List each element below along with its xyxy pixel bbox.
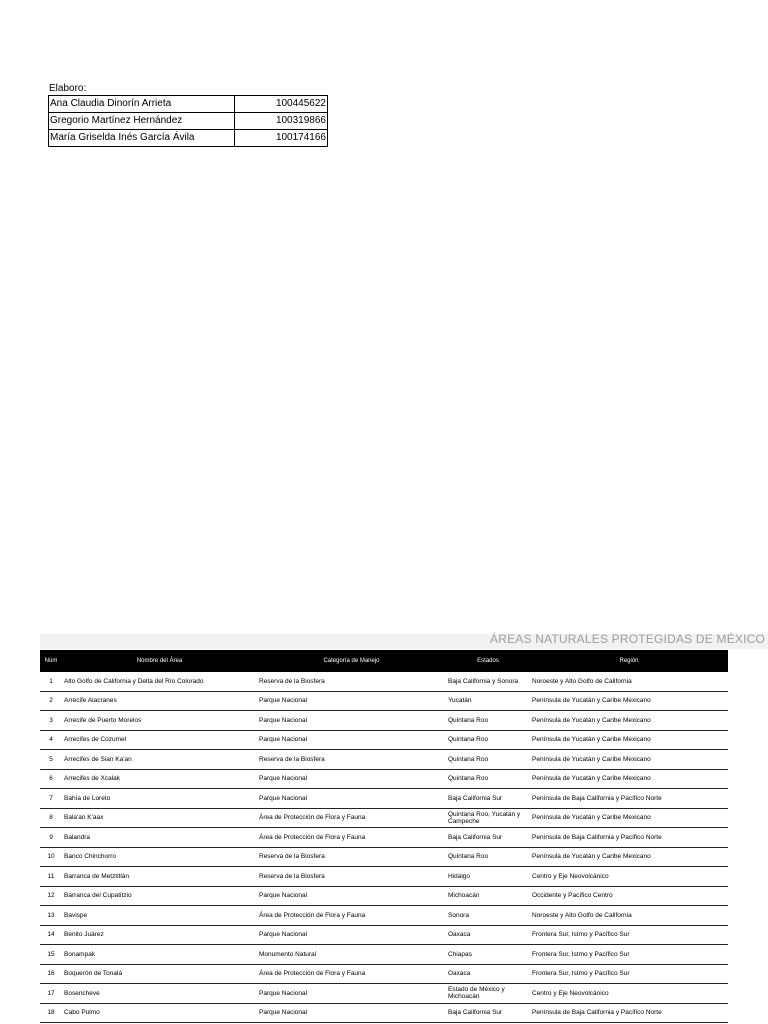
cell-states: Quintana Roo, Yucatán y Campeche — [446, 808, 530, 828]
cell-area-name: Arrecifes de Cozumel — [62, 730, 257, 750]
cell-category: Parque Nacional — [257, 730, 446, 750]
cell-category: Parque Nacional — [257, 1003, 446, 1023]
header-category: Categoría de Manejo — [257, 650, 446, 672]
table-row — [40, 984, 728, 1004]
table-row — [40, 672, 728, 691]
cell-states: Quintana Roo — [446, 730, 530, 750]
cell-category: Reserva de la Biosfera — [257, 847, 446, 867]
cell-area-name: Arrecife de Puerto Morelos — [62, 711, 257, 731]
cell-category: Área de Protección de Flora y Fauna — [257, 964, 446, 984]
cell-category: Monumento Natural — [257, 945, 446, 965]
cell-states: Hidalgo — [446, 867, 530, 887]
cell-area-name: Benito Juárez — [62, 925, 257, 945]
cell-category: Parque Nacional — [257, 711, 446, 731]
cell-region: Península de Baja California y Pacífico Norte — [530, 828, 728, 848]
table-header-row — [40, 650, 728, 672]
cell-states: Quintana Roo — [446, 750, 530, 770]
cell-states: Quintana Roo — [446, 711, 530, 731]
table-row — [40, 1003, 728, 1023]
cell-states: Baja California Sur — [446, 828, 530, 848]
table-row — [40, 730, 728, 750]
table-row — [40, 925, 728, 945]
cell-num: 18 — [40, 1003, 62, 1023]
author-row — [49, 130, 328, 147]
author-name: Gregorio Martínez Hernández — [49, 113, 235, 130]
cell-num: 10 — [40, 847, 62, 867]
cell-area-name: Bahía de Loreto — [62, 789, 257, 809]
author-name: Ana Claudia Dinorín Arrieta — [49, 96, 235, 113]
table-row — [40, 711, 728, 731]
cell-states: Baja California Sur — [446, 789, 530, 809]
cell-category: Reserva de la Biosfera — [257, 672, 446, 691]
cell-num: 4 — [40, 730, 62, 750]
cell-region: Península de Yucatán y Caribe Mexicano — [530, 730, 728, 750]
cell-region: Noroeste y Alto Golfo de California — [530, 906, 728, 926]
table-row — [40, 906, 728, 926]
cell-region: Península de Yucatán y Caribe Mexicano — [530, 750, 728, 770]
cell-num: 9 — [40, 828, 62, 848]
cell-num: 3 — [40, 711, 62, 731]
cell-region: Frontera Sur, Istmo y Pacífico Sur — [530, 945, 728, 965]
elaboro-label: Elaboro: — [49, 83, 87, 94]
cell-area-name: Balandra — [62, 828, 257, 848]
cell-area-name: Arrecife Alacranes — [62, 691, 257, 711]
cell-category: Reserva de la Biosfera — [257, 750, 446, 770]
cell-region: Península de Yucatán y Caribe Mexicano — [530, 691, 728, 711]
cell-region: Península de Yucatán y Caribe Mexicano — [530, 769, 728, 789]
cell-region: Península de Yucatán y Caribe Mexicano — [530, 808, 728, 828]
cell-num: 17 — [40, 984, 62, 1004]
cell-num: 7 — [40, 789, 62, 809]
cell-states: Quintana Roo — [446, 847, 530, 867]
cell-states: Oaxaca — [446, 964, 530, 984]
cell-region: Frontera Sur, Istmo y Pacífico Sur — [530, 925, 728, 945]
cell-category: Parque Nacional — [257, 769, 446, 789]
title-bar — [40, 634, 768, 649]
cell-area-name: Banco Chinchorro — [62, 847, 257, 867]
cell-num: 14 — [40, 925, 62, 945]
table-row — [40, 750, 728, 770]
author-id: 100174166 — [235, 130, 328, 147]
cell-category: Parque Nacional — [257, 886, 446, 906]
cell-area-name: Barranca de Metztitlán — [62, 867, 257, 887]
table-row — [40, 945, 728, 965]
cell-area-name: Arrecifes de Sian Ka'an — [62, 750, 257, 770]
cell-area-name: Arrecifes de Xcalak — [62, 769, 257, 789]
cell-states: Yucatán — [446, 691, 530, 711]
cell-area-name: Bosencheve — [62, 984, 257, 1004]
cell-category: Parque Nacional — [257, 691, 446, 711]
cell-states: Oaxaca — [446, 925, 530, 945]
cell-states: Michoacán — [446, 886, 530, 906]
cell-region: Península de Yucatán y Caribe Mexicano — [530, 847, 728, 867]
header-num: Núm — [40, 650, 62, 672]
table-row — [40, 847, 728, 867]
cell-num: 13 — [40, 906, 62, 926]
cell-region: Centro y Eje Neovolcánico — [530, 984, 728, 1004]
cell-num: 1 — [40, 672, 62, 691]
cell-region: Frontera Sur, Istmo y Pacífico Sur — [530, 964, 728, 984]
cell-num: 8 — [40, 808, 62, 828]
author-id: 100319866 — [235, 113, 328, 130]
author-row — [49, 113, 328, 130]
table-row — [40, 828, 728, 848]
cell-num: 2 — [40, 691, 62, 711]
cell-states: Baja California y Sonora — [446, 672, 530, 691]
cell-states: Baja California Sur — [446, 1003, 530, 1023]
table-row — [40, 789, 728, 809]
cell-states: Estado de México y Michoacán — [446, 984, 530, 1004]
cell-area-name: Bavispe — [62, 906, 257, 926]
cell-area-name: Bala'an K'aax — [62, 808, 257, 828]
cell-category: Reserva de la Biosfera — [257, 867, 446, 887]
authors-table — [48, 95, 328, 147]
table-row — [40, 886, 728, 906]
cell-states: Quintana Roo — [446, 769, 530, 789]
table-row — [40, 964, 728, 984]
cell-region: Centro y Eje Neovolcánico — [530, 867, 728, 887]
protected-areas-table — [40, 650, 728, 1023]
cell-category: Parque Nacional — [257, 925, 446, 945]
cell-num: 11 — [40, 867, 62, 887]
cell-area-name: Alto Golfo de California y Delta del Río Colorado — [62, 672, 257, 691]
table-row — [40, 867, 728, 887]
cell-num: 15 — [40, 945, 62, 965]
cell-region: Península de Yucatán y Caribe Mexicano — [530, 711, 728, 731]
author-name: María Griselda Inés García Ávila — [49, 130, 235, 147]
cell-area-name: Bonampak — [62, 945, 257, 965]
table-title: ÁREAS NATURALES PROTEGIDAS DE MÉXICO — [490, 632, 766, 646]
elaboro-section — [48, 82, 328, 147]
cell-states: Chiapas — [446, 945, 530, 965]
cell-category: Área de Protección de Flora y Fauna — [257, 808, 446, 828]
header-states: Estados — [446, 650, 530, 672]
cell-region: Noroeste y Alto Golfo de California — [530, 672, 728, 691]
header-region: Región — [530, 650, 728, 672]
cell-num: 12 — [40, 886, 62, 906]
cell-num: 5 — [40, 750, 62, 770]
cell-area-name: Barranca del Cupatitzio — [62, 886, 257, 906]
author-id: 100445622 — [235, 96, 328, 113]
author-row — [49, 96, 328, 113]
cell-region: Occidente y Pacífico Centro — [530, 886, 728, 906]
cell-region: Península de Baja California y Pacífico Norte — [530, 1003, 728, 1023]
cell-category: Parque Nacional — [257, 789, 446, 809]
cell-category: Área de Protección de Flora y Fauna — [257, 828, 446, 848]
table-row — [40, 769, 728, 789]
cell-category: Parque Nacional — [257, 984, 446, 1004]
header-area-name: Nombre del Área — [62, 650, 257, 672]
cell-region: Península de Baja California y Pacífico Norte — [530, 789, 728, 809]
cell-num: 6 — [40, 769, 62, 789]
cell-area-name: Boquerón de Tonalá — [62, 964, 257, 984]
cell-category: Área de Protección de Flora y Fauna — [257, 906, 446, 926]
cell-area-name: Cabo Pulmo — [62, 1003, 257, 1023]
cell-num: 16 — [40, 964, 62, 984]
table-row — [40, 691, 728, 711]
table-row — [40, 808, 728, 828]
cell-states: Sonora — [446, 906, 530, 926]
